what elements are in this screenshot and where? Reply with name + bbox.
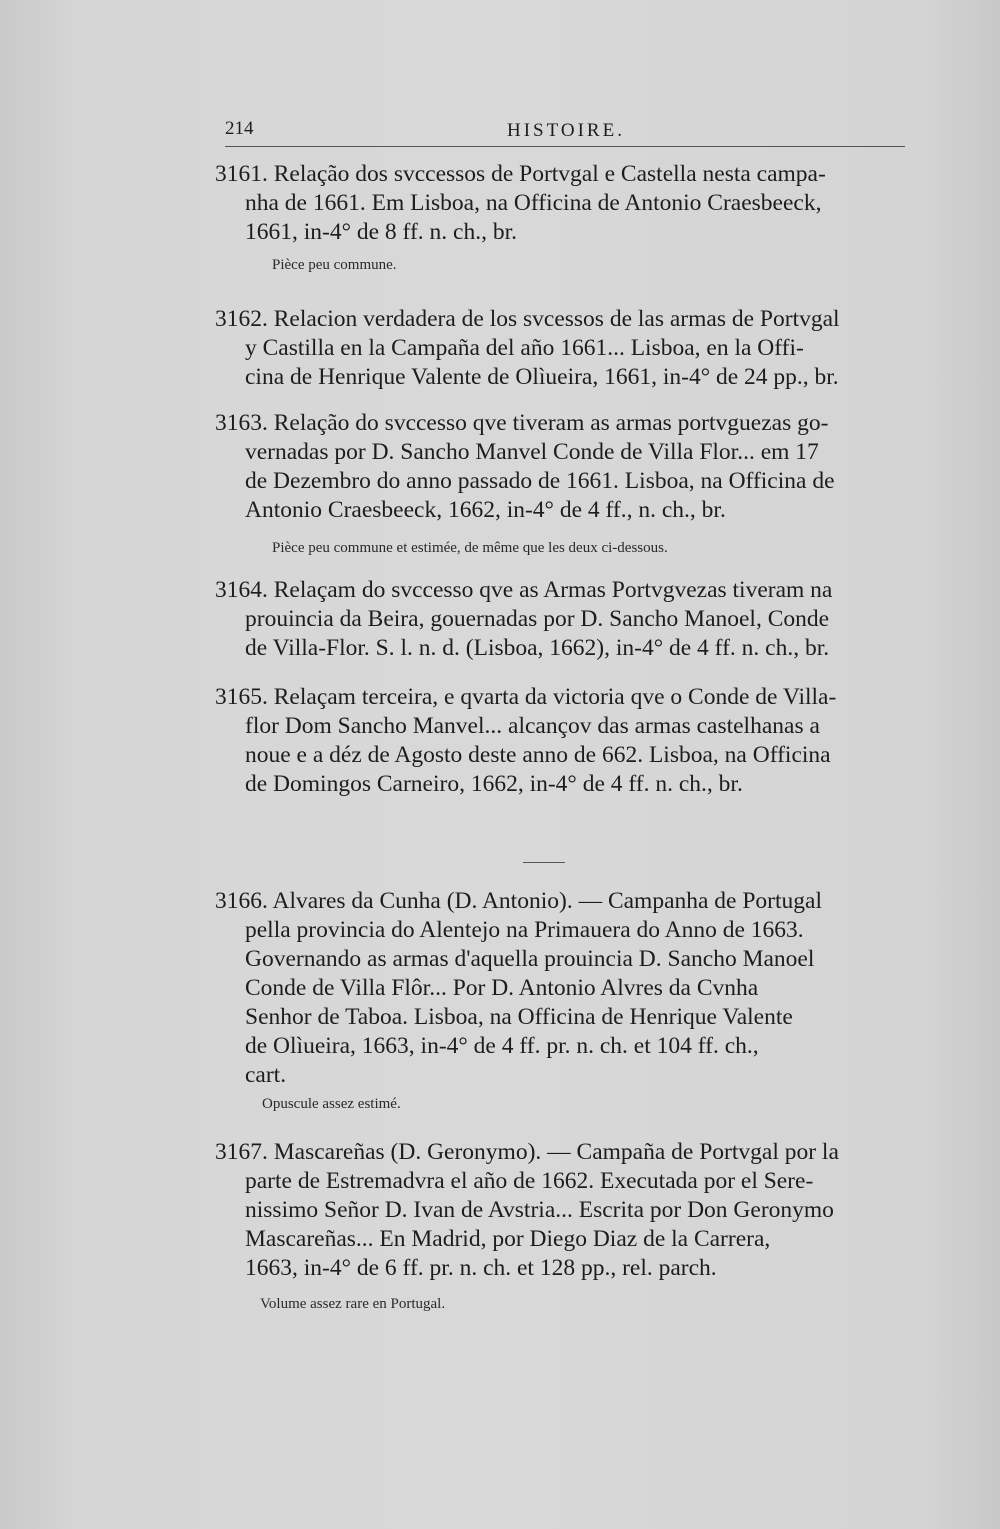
entry-line: noue e a déz de Agosto deste anno de 662. Lisboa, na Officina xyxy=(245,742,831,768)
running-head: HISTOIRE. xyxy=(507,120,625,141)
entry-number: 3164. xyxy=(215,577,268,603)
entry-line: Conde de Villa Flôr... Por D. Antonio Alvres da Cvnha xyxy=(245,975,759,1001)
entry-3162 xyxy=(215,305,905,392)
entry-3164 xyxy=(215,576,905,663)
page-number: 214 xyxy=(225,118,254,139)
entry-line: de Olìueira, 1663, in-4° de 4 ff. pr. n. ch. et 104 ff. ch., xyxy=(245,1033,759,1059)
entry-line: Relaçam terceira, e qvarta da victoria qve o Conde de Villa- xyxy=(273,684,837,710)
entry-note: Pièce peu commune. xyxy=(272,257,397,273)
entry-line: vernadas por D. Sancho Manvel Conde de Villa Flor... em 17 xyxy=(245,439,819,465)
entry-line: 1661, in-4° de 8 ff. n. ch., br. xyxy=(245,219,517,245)
entry-note: Pièce peu commune et estimée, de même que les deux ci-dessous. xyxy=(272,540,668,556)
entry-line: Relaçam do svccesso qve as Armas Portvgvezas tiveram na xyxy=(273,577,833,603)
entry-line: Senhor de Taboa. Lisboa, na Officina de Henrique Valente xyxy=(245,1004,793,1030)
entry-number: 3165. xyxy=(215,684,268,710)
entry-line: Alvares da Cunha (D. Antonio). — Campanha de Portugal xyxy=(272,888,822,914)
entry-note: Volume assez rare en Portugal. xyxy=(260,1296,446,1312)
entry-line: parte de Estremadvra el año de 1662. Executada por el Sere- xyxy=(245,1168,814,1194)
page-header xyxy=(225,118,905,150)
entry-line: Mascareñas (D. Geronymo). — Campaña de Portvgal por la xyxy=(273,1139,839,1165)
entry-line: prouincia da Beira, gouernadas por D. Sancho Manoel, Conde xyxy=(245,606,830,632)
entry-3167 xyxy=(215,1138,905,1283)
entry-line: Mascareñas... En Madrid, por Diego Diaz de la Carrera, xyxy=(245,1226,771,1252)
entry-3163 xyxy=(215,409,905,525)
entry-note: Opuscule assez estimé. xyxy=(262,1096,401,1112)
entry-number: 3166. xyxy=(215,888,268,914)
entry-line: Relação dos svccessos de Portvgal e Castella nesta campa- xyxy=(273,161,826,187)
entry-number: 3161. xyxy=(215,161,268,187)
entry-line: de Dezembro do anno passado de 1661. Lisboa, na Officina de xyxy=(245,468,835,494)
header-rule xyxy=(225,146,905,147)
section-divider xyxy=(523,862,565,863)
entry-line: y Castilla en la Campaña del año 1661... Lisboa, en la Offi- xyxy=(245,335,804,361)
entry-line: cart. xyxy=(245,1062,287,1088)
entry-number: 3163. xyxy=(215,410,268,436)
entry-3165 xyxy=(215,683,905,799)
entry-line: cina de Henrique Valente de Olìueira, 1661, in-4° de 24 pp., br. xyxy=(245,364,839,390)
entry-3161 xyxy=(215,160,905,247)
entry-line: nha de 1661. Em Lisboa, na Officina de Antonio Craesbeeck, xyxy=(245,190,822,216)
entry-number: 3162. xyxy=(215,306,268,332)
entry-line: de Villa-Flor. S. l. n. d. (Lisboa, 1662), in-4° de 4 ff. n. ch., br. xyxy=(245,635,830,661)
entry-line: Relação do svccesso qve tiveram as armas portvguezas go- xyxy=(273,410,829,436)
entry-3166 xyxy=(215,887,905,1090)
entry-line: pella provincia do Alentejo na Primauera do Anno de 1663. xyxy=(245,917,804,943)
entry-line: nissimo Señor D. Ivan de Avstria... Escrita por Don Geronymo xyxy=(245,1197,834,1223)
entry-line: de Domingos Carneiro, 1662, in-4° de 4 ff. n. ch., br. xyxy=(245,771,743,797)
entry-line: Governando as armas d'aquella prouincia D. Sancho Manoel xyxy=(245,946,815,972)
entry-line: Relacion verdadera de los svcessos de las armas de Portvgal xyxy=(273,306,840,332)
entry-line: Antonio Craesbeeck, 1662, in-4° de 4 ff., n. ch., br. xyxy=(245,497,726,523)
entry-line: 1663, in-4° de 6 ff. pr. n. ch. et 128 pp., rel. parch. xyxy=(245,1255,717,1281)
entry-number: 3167. xyxy=(215,1139,268,1165)
entry-line: flor Dom Sancho Manvel... alcançov das armas castelhanas a xyxy=(245,713,820,739)
